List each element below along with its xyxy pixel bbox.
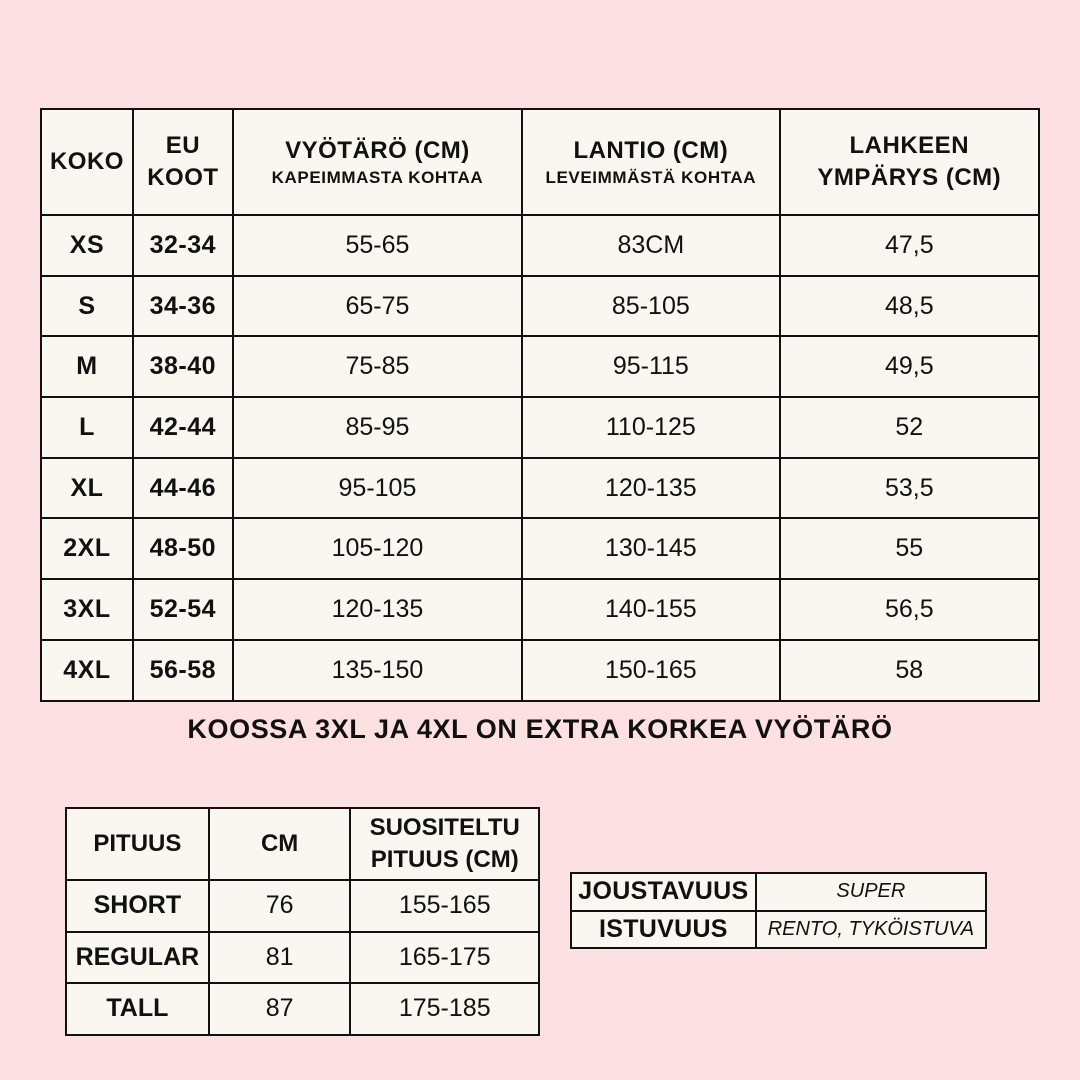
size-cell: S bbox=[41, 276, 133, 337]
recommended-height-cell: 155-165 bbox=[350, 880, 539, 932]
size-cell: L bbox=[41, 397, 133, 458]
length-table bbox=[65, 807, 540, 1036]
fit-value: RENTO, TYKÖISTUVA bbox=[756, 911, 986, 949]
size-chart-header-row bbox=[41, 109, 1039, 215]
eu-size-cell: 32-34 bbox=[133, 215, 233, 276]
table-row bbox=[66, 983, 539, 1035]
waist-cell: 85-95 bbox=[233, 397, 522, 458]
waist-cell: 55-65 bbox=[233, 215, 522, 276]
high-waist-note: KOOSSA 3XL JA 4XL ON EXTRA KORKEA VYÖTÄRÖ bbox=[187, 714, 893, 744]
eu-size-cell: 56-58 bbox=[133, 640, 233, 701]
leg-cell: 56,5 bbox=[780, 579, 1039, 640]
header-pituus: PITUUS bbox=[66, 808, 209, 880]
size-cell: 3XL bbox=[41, 579, 133, 640]
table-row bbox=[41, 579, 1039, 640]
stretch-label: JOUSTAVUUS bbox=[571, 873, 756, 911]
leg-cell: 52 bbox=[780, 397, 1039, 458]
hip-cell: 120-135 bbox=[522, 458, 779, 519]
fit-table bbox=[570, 872, 987, 949]
waist-cell: 135-150 bbox=[233, 640, 522, 701]
eu-size-cell: 52-54 bbox=[133, 579, 233, 640]
waist-cell: 105-120 bbox=[233, 518, 522, 579]
table-row bbox=[66, 880, 539, 932]
header-recommended-length: SUOSITELTU PITUUS (CM) bbox=[350, 808, 539, 880]
table-row bbox=[41, 518, 1039, 579]
size-cell: 4XL bbox=[41, 640, 133, 701]
hip-cell: 95-115 bbox=[522, 336, 779, 397]
stretch-value: SUPER bbox=[756, 873, 986, 911]
eu-size-cell: 48-50 bbox=[133, 518, 233, 579]
table-row bbox=[41, 336, 1039, 397]
header-eu-koot: EU KOOT bbox=[133, 109, 233, 215]
table-row bbox=[571, 873, 986, 911]
table-row bbox=[41, 276, 1039, 337]
leg-cell: 48,5 bbox=[780, 276, 1039, 337]
fit-label: ISTUVUUS bbox=[571, 911, 756, 949]
table-row bbox=[41, 215, 1039, 276]
leg-cell: 58 bbox=[780, 640, 1039, 701]
size-chart-table bbox=[40, 108, 1040, 702]
table-row bbox=[41, 458, 1039, 519]
hip-cell: 83CM bbox=[522, 215, 779, 276]
length-header-row bbox=[66, 808, 539, 880]
inseam-cm-cell: 87 bbox=[209, 983, 351, 1035]
size-cell: 2XL bbox=[41, 518, 133, 579]
header-koko: KOKO bbox=[41, 109, 133, 215]
hip-cell: 130-145 bbox=[522, 518, 779, 579]
header-waist: VYÖTÄRÖ (CM) KAPEIMMASTA KOHTAA bbox=[233, 109, 522, 215]
eu-size-cell: 42-44 bbox=[133, 397, 233, 458]
recommended-height-cell: 175-185 bbox=[350, 983, 539, 1035]
waist-cell: 95-105 bbox=[233, 458, 522, 519]
hip-cell: 85-105 bbox=[522, 276, 779, 337]
inseam-cm-cell: 81 bbox=[209, 932, 351, 984]
size-cell: XL bbox=[41, 458, 133, 519]
table-row bbox=[571, 911, 986, 949]
header-leg-circumference: LAHKEEN YMPÄRYS (CM) bbox=[780, 109, 1039, 215]
hip-cell: 140-155 bbox=[522, 579, 779, 640]
leg-cell: 53,5 bbox=[780, 458, 1039, 519]
waist-cell: 65-75 bbox=[233, 276, 522, 337]
table-row bbox=[66, 932, 539, 984]
header-waist-sub: KAPEIMMASTA KOHTAA bbox=[271, 168, 484, 187]
hip-cell: 150-165 bbox=[522, 640, 779, 701]
size-cell: M bbox=[41, 336, 133, 397]
inseam-cm-cell: 76 bbox=[209, 880, 351, 932]
table-row bbox=[41, 640, 1039, 701]
eu-size-cell: 34-36 bbox=[133, 276, 233, 337]
recommended-height-cell: 165-175 bbox=[350, 932, 539, 984]
size-cell: XS bbox=[41, 215, 133, 276]
eu-size-cell: 38-40 bbox=[133, 336, 233, 397]
hip-cell: 110-125 bbox=[522, 397, 779, 458]
waist-cell: 75-85 bbox=[233, 336, 522, 397]
length-label-cell: SHORT bbox=[66, 880, 209, 932]
leg-cell: 55 bbox=[780, 518, 1039, 579]
leg-cell: 47,5 bbox=[780, 215, 1039, 276]
header-hip-sub: LEVEIMMÄSTÄ KOHTAA bbox=[545, 168, 757, 187]
length-label-cell: TALL bbox=[66, 983, 209, 1035]
table-row bbox=[41, 397, 1039, 458]
waist-cell: 120-135 bbox=[233, 579, 522, 640]
length-label-cell: REGULAR bbox=[66, 932, 209, 984]
header-hip: LANTIO (CM) LEVEIMMÄSTÄ KOHTAA bbox=[522, 109, 779, 215]
header-cm: CM bbox=[209, 808, 351, 880]
leg-cell: 49,5 bbox=[780, 336, 1039, 397]
eu-size-cell: 44-46 bbox=[133, 458, 233, 519]
